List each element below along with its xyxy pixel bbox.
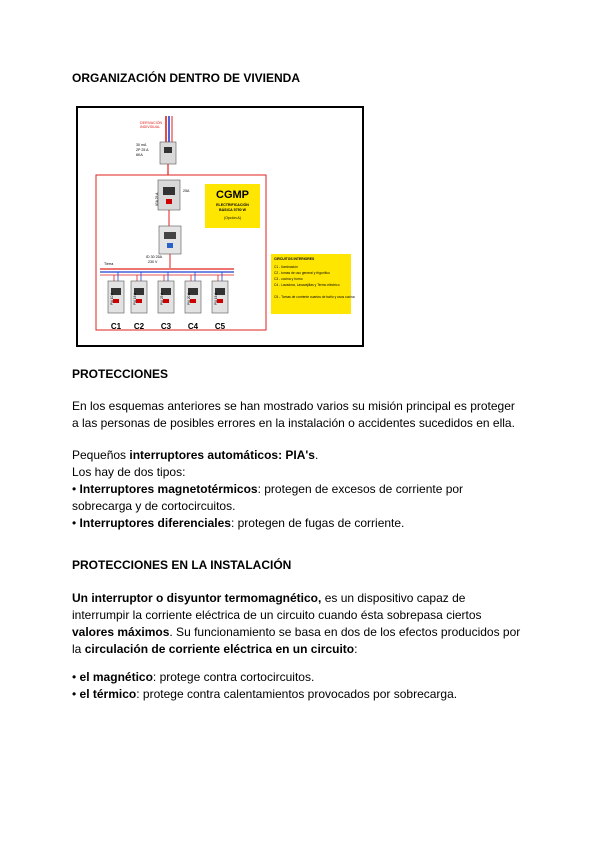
svg-text:C2 - tomas de uso general y fr: C2 - tomas de uso general y frigorífico	[274, 271, 330, 275]
main-breaker	[136, 142, 176, 164]
differential-breaker	[146, 226, 181, 264]
pia-text-c4: PIA 20 A	[187, 292, 191, 305]
bullet-magnetotermicos: • Interruptores magnetotérmicos: protegen de excesos de corriente por	[72, 482, 464, 496]
circuit-label-c2: C2	[133, 322, 145, 331]
section-title-instalacion: PROTECCIONES EN LA INSTALACIÓN	[72, 558, 292, 572]
pia-breaker-c3	[158, 272, 174, 331]
circuits-legend	[271, 254, 355, 314]
disyuntor-paragraph: Un interruptor o disyuntor termomagnético, es un dispositivo capaz de interrumpir la corriente eléctrica de un circuito cuando ésta sobrepasa ciertos valores máximos. Su funcionamiento se basa en dos de los efectos producidos por la circulación de corriente eléctrica en un circuito:	[72, 591, 521, 656]
svg-text:ELECTRIFICACIÓN: ELECTRIFICACIÓN	[216, 203, 249, 207]
svg-text:C1 - Iluminación: C1 - Iluminación	[274, 265, 298, 269]
circuit-label-c4: C4	[187, 322, 199, 331]
top-label-1: DERIVACIÓN	[140, 121, 163, 125]
pia-text-c5: PIA 16 A	[214, 292, 218, 305]
svg-text:(Opción A): (Opción A)	[224, 216, 241, 220]
pia-breaker-c4	[185, 272, 201, 331]
pia-breaker-c2	[131, 272, 147, 331]
bullet-termico: • el térmico: protege contra calentamientos provocados por sobrecarga.	[72, 687, 458, 701]
electrical-panel-diagram	[76, 106, 364, 347]
intro-paragraph: En los esquemas anteriores se han mostrado varios su misión principal es proteger a las personas de posibles errores en la instalación o accidentes sucedidos en ella.	[72, 399, 515, 430]
tierra-label: Tierra	[104, 262, 114, 266]
circuit-label-c1: C1	[110, 322, 122, 331]
svg-text:C5 - Tomas de corriente cuarto: C5 - Tomas de corriente cuartos de baño y usos cocina	[274, 295, 355, 299]
svg-text:BÁSICA 5750 W: BÁSICA 5750 W	[218, 208, 247, 212]
bullet-diferenciales: • Interruptores diferenciales: protegen de fugas de corriente.	[72, 516, 405, 530]
pia-breaker-c1	[108, 272, 124, 331]
pia-text-c3: PIA 25 A	[160, 292, 164, 305]
svg-text:6KA: 6KA	[136, 153, 143, 157]
svg-text:C4 - Lavadora, Lavavajillas y: C4 - Lavadora, Lavavajillas y Termo eléctrico	[274, 283, 340, 287]
circuit-label-c5: C5	[214, 322, 226, 331]
svg-text:30 mA: 30 mA	[136, 143, 147, 147]
pia-text-c2: PIA 16 A	[133, 292, 137, 305]
svg-text:IGA 25 A: IGA 25 A	[155, 192, 159, 206]
bullet-magnetico: • el magnético: protege contra cortocircuitos.	[72, 670, 315, 684]
svg-text:230 V: 230 V	[148, 260, 158, 264]
svg-text:25A: 25A	[183, 189, 190, 193]
pia-breaker-c5	[212, 272, 228, 331]
pias-block: Pequeños interruptores automáticos: PIA's. Los hay de dos tipos: • Interruptores magnetotérmicos: protegen de excesos de corriente por sobrecarga y de cortocircuitos. • Interruptores diferenciales: protegen de fugas de corriente.	[72, 447, 542, 532]
svg-text:C3 - cocina y horno: C3 - cocina y horno	[274, 277, 303, 281]
section-title-protecciones: PROTECCIONES	[72, 367, 169, 381]
svg-text:ID 30 25A: ID 30 25A	[146, 255, 162, 259]
svg-text:CGMP: CGMP	[216, 189, 249, 201]
top-label-2: INDIVIDUAL	[140, 125, 161, 129]
svg-text:2P 25 A: 2P 25 A	[136, 148, 149, 152]
pia-text-c1: PIA 10 A	[110, 292, 114, 305]
cgmp-box	[205, 184, 260, 228]
circuit-label-c3: C3	[160, 322, 172, 331]
section-title-organizacion: ORGANIZACIÓN DENTRO DE VIVIENDA	[72, 71, 301, 85]
efectos-list	[72, 669, 542, 703]
iga-breaker	[155, 180, 190, 210]
svg-text:CIRCUITOS INTERIORES: CIRCUITOS INTERIORES	[274, 257, 315, 261]
